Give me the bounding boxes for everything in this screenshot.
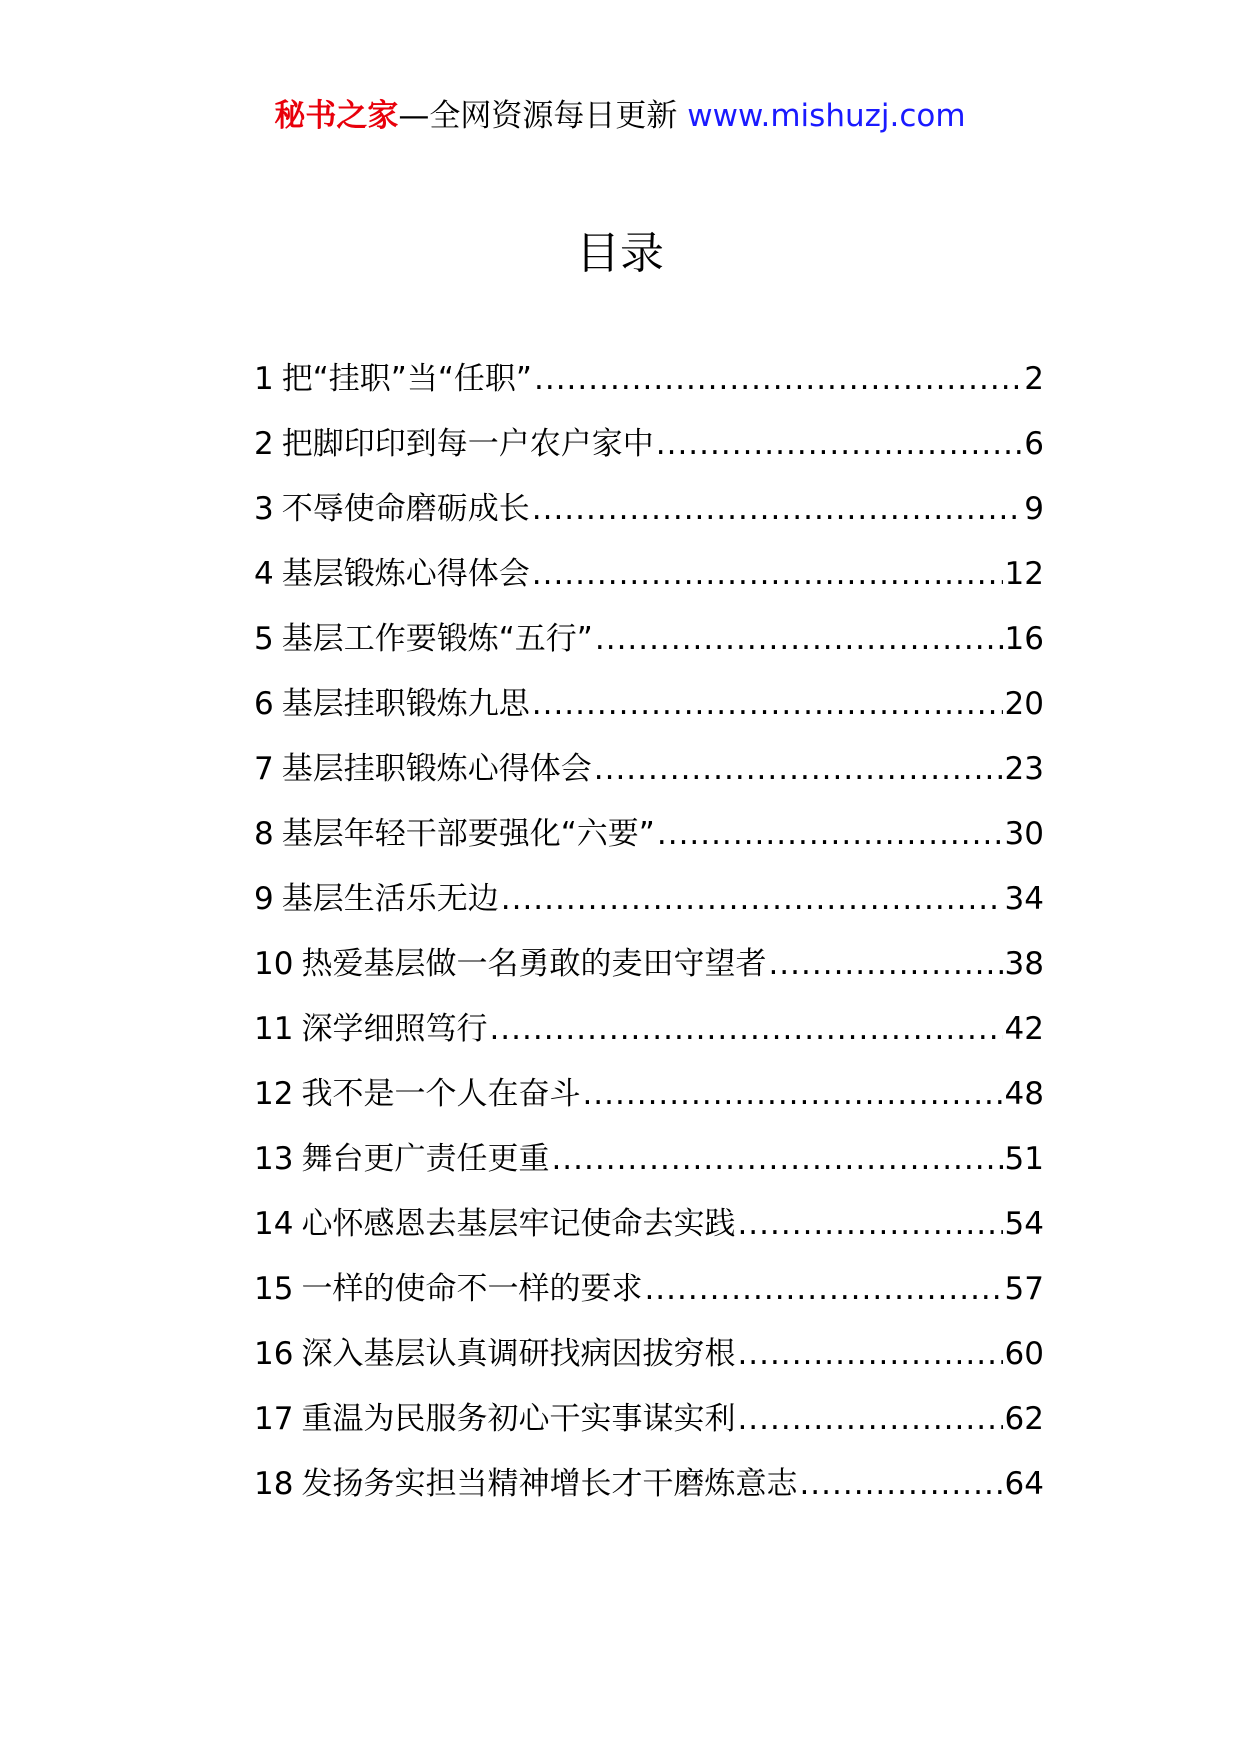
toc-entry-title: 舞台更广责任更重 [301, 1141, 550, 1177]
toc-entry-title: 我不是一个人在奋斗 [301, 1076, 581, 1112]
header-tagline: —全网资源每日更新 [398, 98, 678, 134]
toc-entry-number: 14 [254, 1206, 294, 1242]
dot-leader [489, 1008, 1002, 1050]
toc-entry-page: 62 [1004, 1401, 1044, 1437]
toc-entry-title: 基层生活乐无边 [281, 881, 499, 917]
toc-entry[interactable] [254, 813, 1044, 878]
toc-entry-page: 64 [1004, 1466, 1044, 1502]
dot-leader [532, 488, 1023, 530]
toc-entry-number: 16 [254, 1336, 294, 1372]
dot-leader [532, 553, 1003, 595]
dot-leader [799, 1463, 1002, 1505]
toc-entry-title: 重温为民服务初心干实事谋实利 [301, 1401, 736, 1437]
toc-entry-page: 60 [1004, 1336, 1044, 1372]
dot-leader [582, 1073, 1002, 1115]
toc-entry[interactable] [254, 1138, 1044, 1203]
toc-entry-title: 基层工作要锻炼“五行” [281, 621, 593, 657]
dot-leader [737, 1398, 1002, 1440]
toc-entry-title: 基层锻炼心得体会 [281, 556, 530, 592]
dot-leader [501, 878, 1003, 920]
toc-entry-page: 16 [1004, 621, 1044, 657]
toc-entry-number: 1 [254, 361, 274, 397]
site-header [0, 96, 1240, 136]
toc-entry[interactable] [254, 1463, 1044, 1528]
brand-name: 秘书之家 [274, 98, 399, 134]
toc-entry-page: 48 [1004, 1076, 1044, 1112]
dot-leader [595, 618, 1003, 660]
dot-leader [737, 1333, 1002, 1375]
toc-entry-number: 9 [254, 881, 274, 917]
toc-entry[interactable] [254, 1398, 1044, 1463]
toc-entry-page: 30 [1004, 816, 1044, 852]
toc-entry[interactable] [254, 683, 1044, 748]
toc-entry-number: 11 [254, 1011, 294, 1047]
toc-entry-page: 6 [1024, 426, 1044, 462]
toc-entry-page: 54 [1004, 1206, 1044, 1242]
toc-entry-title: 一样的使命不一样的要求 [301, 1271, 643, 1307]
toc-entry-title: 深入基层认真调研找病因拔穷根 [301, 1336, 736, 1372]
toc-entry-number: 15 [254, 1271, 294, 1307]
toc-entry-title: 深学细照笃行 [301, 1011, 488, 1047]
page-title: 目录 [576, 228, 664, 279]
toc-entry[interactable] [254, 423, 1044, 488]
toc-entry-title: 基层挂职锻炼心得体会 [281, 751, 592, 787]
toc-entry-number: 10 [254, 946, 294, 982]
dot-leader [532, 683, 1003, 725]
toc-entry-title: 发扬务实担当精神增长才干磨炼意志 [301, 1466, 798, 1502]
toc-entry-title: 心怀感恩去基层牢记使命去实践 [301, 1206, 736, 1242]
toc-entry[interactable] [254, 1008, 1044, 1073]
toc-entry[interactable] [254, 553, 1044, 618]
toc-entry-title: 基层挂职锻炼九思 [281, 686, 530, 722]
table-of-contents [254, 358, 1044, 1528]
toc-entry-number: 2 [254, 426, 274, 462]
dot-leader [657, 813, 1003, 855]
toc-entry-page: 34 [1004, 881, 1044, 917]
toc-entry-number: 7 [254, 751, 274, 787]
toc-entry[interactable] [254, 943, 1044, 1008]
toc-entry-number: 18 [254, 1466, 294, 1502]
toc-entry-number: 12 [254, 1076, 294, 1112]
toc-entry-page: 23 [1004, 751, 1044, 787]
toc-entry-page: 51 [1004, 1141, 1044, 1177]
toc-entry-number: 13 [254, 1141, 294, 1177]
dot-leader [594, 748, 1003, 790]
toc-entry[interactable] [254, 748, 1044, 813]
toc-entry-page: 38 [1004, 946, 1044, 982]
toc-entry[interactable] [254, 1073, 1044, 1138]
toc-entry-title: 基层年轻干部要强化“六要” [281, 816, 655, 852]
dot-leader [737, 1203, 1002, 1245]
dot-leader [656, 423, 1023, 465]
toc-entry[interactable] [254, 1268, 1044, 1333]
toc-entry-number: 6 [254, 686, 274, 722]
dot-leader [534, 358, 1022, 400]
toc-entry[interactable] [254, 1333, 1044, 1398]
toc-entry[interactable] [254, 488, 1044, 553]
toc-entry-page: 9 [1024, 491, 1044, 527]
dot-leader [768, 943, 1002, 985]
toc-entry-page: 2 [1024, 361, 1044, 397]
toc-entry-number: 5 [254, 621, 274, 657]
toc-entry[interactable] [254, 878, 1044, 943]
toc-entry-page: 12 [1004, 556, 1044, 592]
dot-leader [644, 1268, 1002, 1310]
toc-entry-page: 42 [1004, 1011, 1044, 1047]
toc-entry-number: 8 [254, 816, 274, 852]
toc-entry-title: 不辱使命磨砺成长 [281, 491, 530, 527]
toc-entry-title: 把“挂职”当“任职” [281, 361, 532, 397]
toc-entry[interactable] [254, 618, 1044, 683]
toc-entry-title: 热爱基层做一名勇敢的麦田守望者 [301, 946, 767, 982]
dot-leader [551, 1138, 1002, 1180]
toc-entry-number: 4 [254, 556, 274, 592]
toc-entry[interactable] [254, 358, 1044, 423]
toc-entry-page: 57 [1004, 1271, 1044, 1307]
toc-entry-title: 把脚印印到每一户农户家中 [281, 426, 654, 462]
site-url-link[interactable]: www.mishuzj.com [687, 98, 966, 134]
toc-entry-number: 3 [254, 491, 274, 527]
toc-entry-page: 20 [1004, 686, 1044, 722]
toc-entry-number: 17 [254, 1401, 294, 1437]
toc-entry[interactable] [254, 1203, 1044, 1268]
